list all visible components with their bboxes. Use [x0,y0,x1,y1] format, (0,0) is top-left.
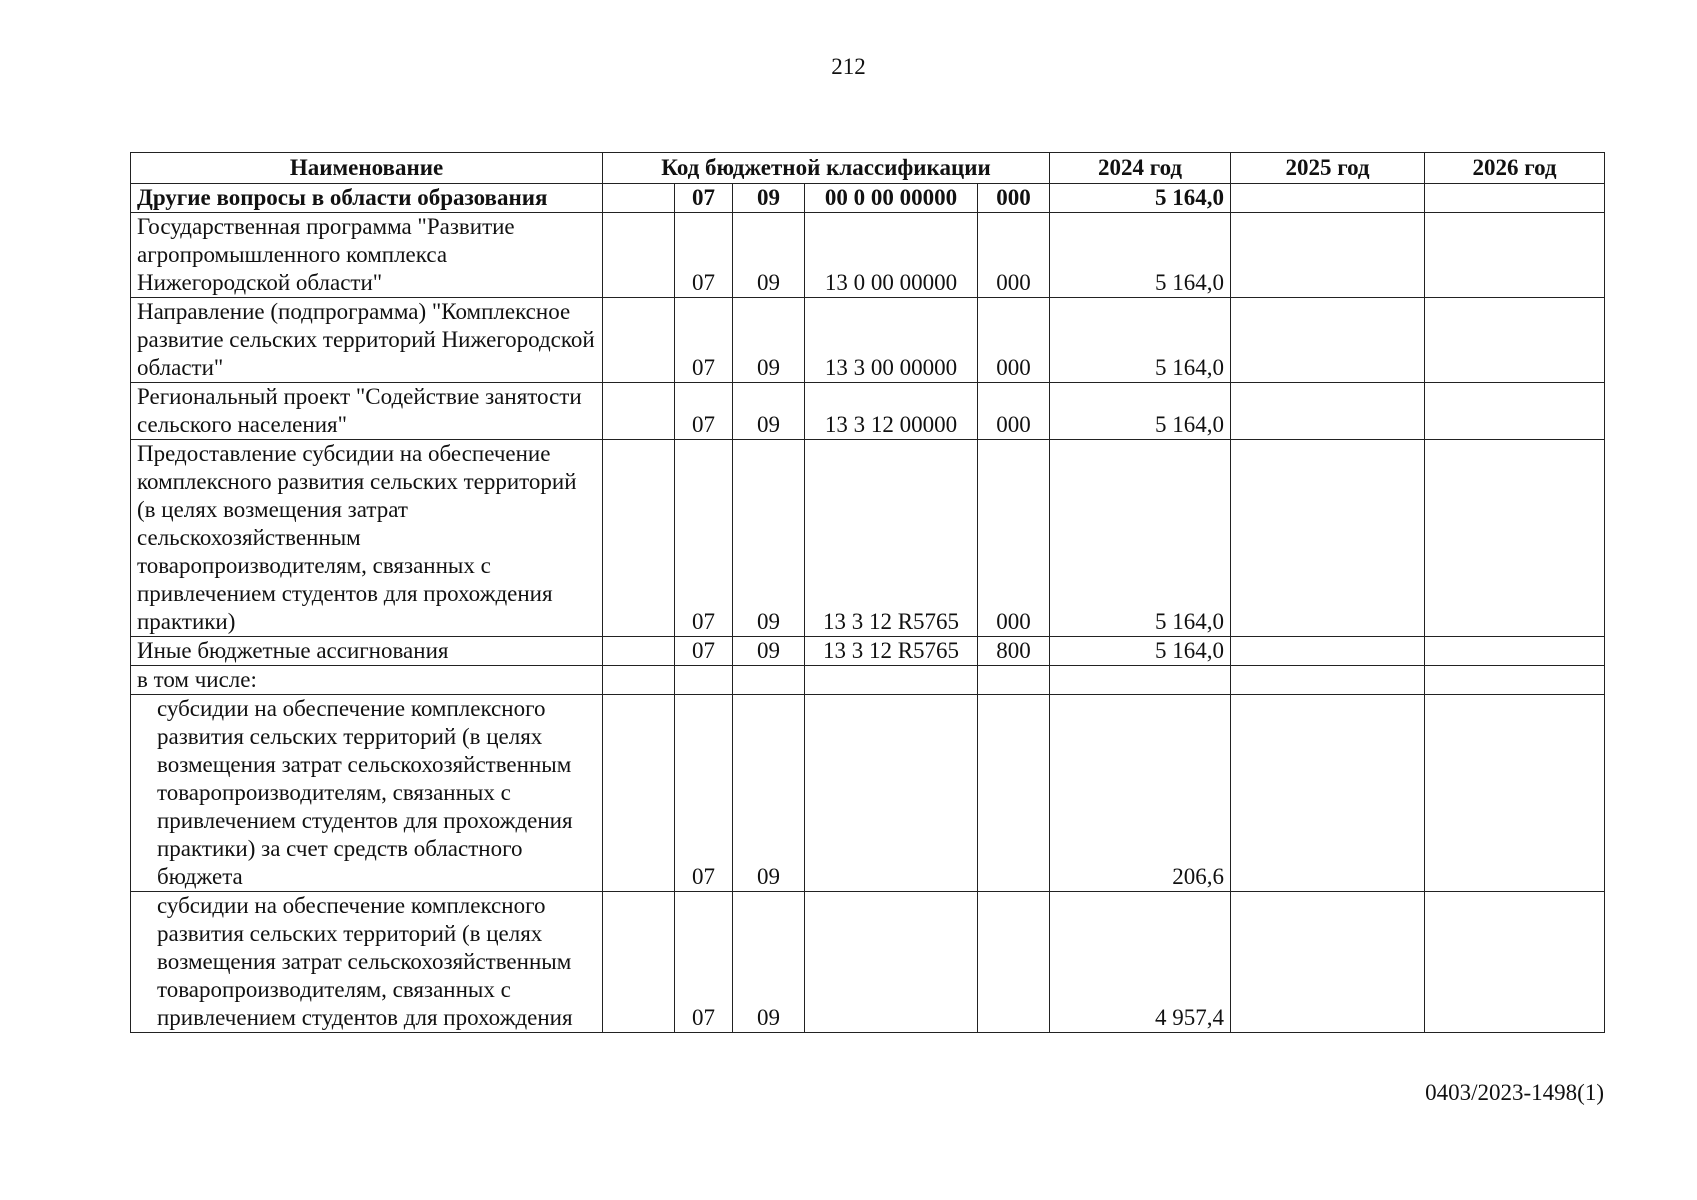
document-code: 0403/2023-1498(1) [1425,1080,1604,1105]
code-target [805,892,978,1033]
code-section: 07 [675,695,733,892]
code-part-1 [603,184,675,213]
table-row [131,298,1605,383]
value-2026 [1425,184,1605,213]
code-subsection: 09 [733,637,805,666]
table-row [131,440,1605,637]
row-name: Направление (подпрограмма) "Комплексное развитие сельских территорий Нижегородской области" [131,298,603,383]
row-name: Иные бюджетные ассигнования [131,637,603,666]
value-2025 [1231,213,1425,298]
code-section: 07 [675,383,733,440]
value-2025 [1231,637,1425,666]
code-target: 13 3 12 R5765 [805,637,978,666]
code-part-1 [603,637,675,666]
code-target [805,695,978,892]
code-section: 07 [675,298,733,383]
table-row [131,892,1605,1033]
table-header-row [131,153,1605,184]
code-target: 13 3 12 00000 [805,383,978,440]
value-2024: 5 164,0 [1050,637,1231,666]
code-target: 13 3 00 00000 [805,298,978,383]
value-2025 [1231,298,1425,383]
value-2026 [1425,695,1605,892]
table-row [131,637,1605,666]
table-row [131,666,1605,695]
value-2026 [1425,666,1605,695]
value-2026 [1425,213,1605,298]
code-expense-type: 800 [978,637,1050,666]
header-2024: 2024 год [1050,153,1231,184]
code-part-1 [603,298,675,383]
table-row [131,184,1605,213]
header-code: Код бюджетной классификации [603,153,1050,184]
code-subsection: 09 [733,184,805,213]
code-section: 07 [675,637,733,666]
code-target: 13 0 00 00000 [805,213,978,298]
code-part-1 [603,213,675,298]
row-name: субсидии на обеспечение комплексного развития сельских территорий (в целях возмещения затрат сельскохозяйственным товаропроизводителям, связанных с привлечением студентов для прохождения практики) за счет средств областного бюджета [131,695,603,892]
row-name: Другие вопросы в области образования [131,184,603,213]
code-subsection: 09 [733,298,805,383]
row-name: субсидии на обеспечение комплексного развития сельских территорий (в целях возмещения затрат сельскохозяйственным товаропроизводителям, связанных с привлечением студентов для прохождения [131,892,603,1033]
code-section: 07 [675,892,733,1033]
code-part-1 [603,440,675,637]
value-2024: 5 164,0 [1050,213,1231,298]
code-subsection: 09 [733,695,805,892]
row-name: в том числе: [131,666,603,695]
code-subsection: 09 [733,892,805,1033]
row-name: Предоставление субсидии на обеспечение комплексного развития сельских территорий (в целях возмещения затрат сельскохозяйственным товаропроизводителям, связанных с привлечением студентов для прохождения практики) [131,440,603,637]
code-expense-type: 000 [978,383,1050,440]
code-section: 07 [675,440,733,637]
code-expense-type: 000 [978,298,1050,383]
value-2024: 5 164,0 [1050,440,1231,637]
value-2026 [1425,440,1605,637]
code-expense-type [978,666,1050,695]
value-2026 [1425,892,1605,1033]
code-part-1 [603,892,675,1033]
code-subsection: 09 [733,213,805,298]
code-section: 07 [675,213,733,298]
code-part-1 [603,383,675,440]
value-2024: 5 164,0 [1050,383,1231,440]
code-part-1 [603,695,675,892]
header-2025: 2025 год [1231,153,1425,184]
value-2024: 5 164,0 [1050,298,1231,383]
code-subsection: 09 [733,383,805,440]
value-2026 [1425,637,1605,666]
value-2025 [1231,666,1425,695]
code-target: 13 3 12 R5765 [805,440,978,637]
row-name: Региональный проект "Содействие занятости сельского населения" [131,383,603,440]
value-2026 [1425,383,1605,440]
value-2025 [1231,383,1425,440]
value-2026 [1425,298,1605,383]
code-target: 00 0 00 00000 [805,184,978,213]
code-section: 07 [675,184,733,213]
value-2024 [1050,666,1231,695]
table-row [131,695,1605,892]
code-expense-type: 000 [978,213,1050,298]
value-2025 [1231,892,1425,1033]
code-expense-type [978,695,1050,892]
code-part-1 [603,666,675,695]
value-2024: 5 164,0 [1050,184,1231,213]
code-subsection: 09 [733,440,805,637]
budget-table [130,152,1605,1033]
code-expense-type [978,892,1050,1033]
header-name: Наименование [131,153,603,184]
header-2026: 2026 год [1425,153,1605,184]
table-row [131,383,1605,440]
value-2025 [1231,695,1425,892]
value-2024: 206,6 [1050,695,1231,892]
code-expense-type: 000 [978,184,1050,213]
code-expense-type: 000 [978,440,1050,637]
value-2024: 4 957,4 [1050,892,1231,1033]
value-2025 [1231,184,1425,213]
value-2025 [1231,440,1425,637]
page-number: 212 [831,54,866,79]
code-target [805,666,978,695]
code-subsection [733,666,805,695]
row-name: Государственная программа "Развитие агропромышленного комплекса Нижегородской области" [131,213,603,298]
code-section [675,666,733,695]
table-row [131,213,1605,298]
